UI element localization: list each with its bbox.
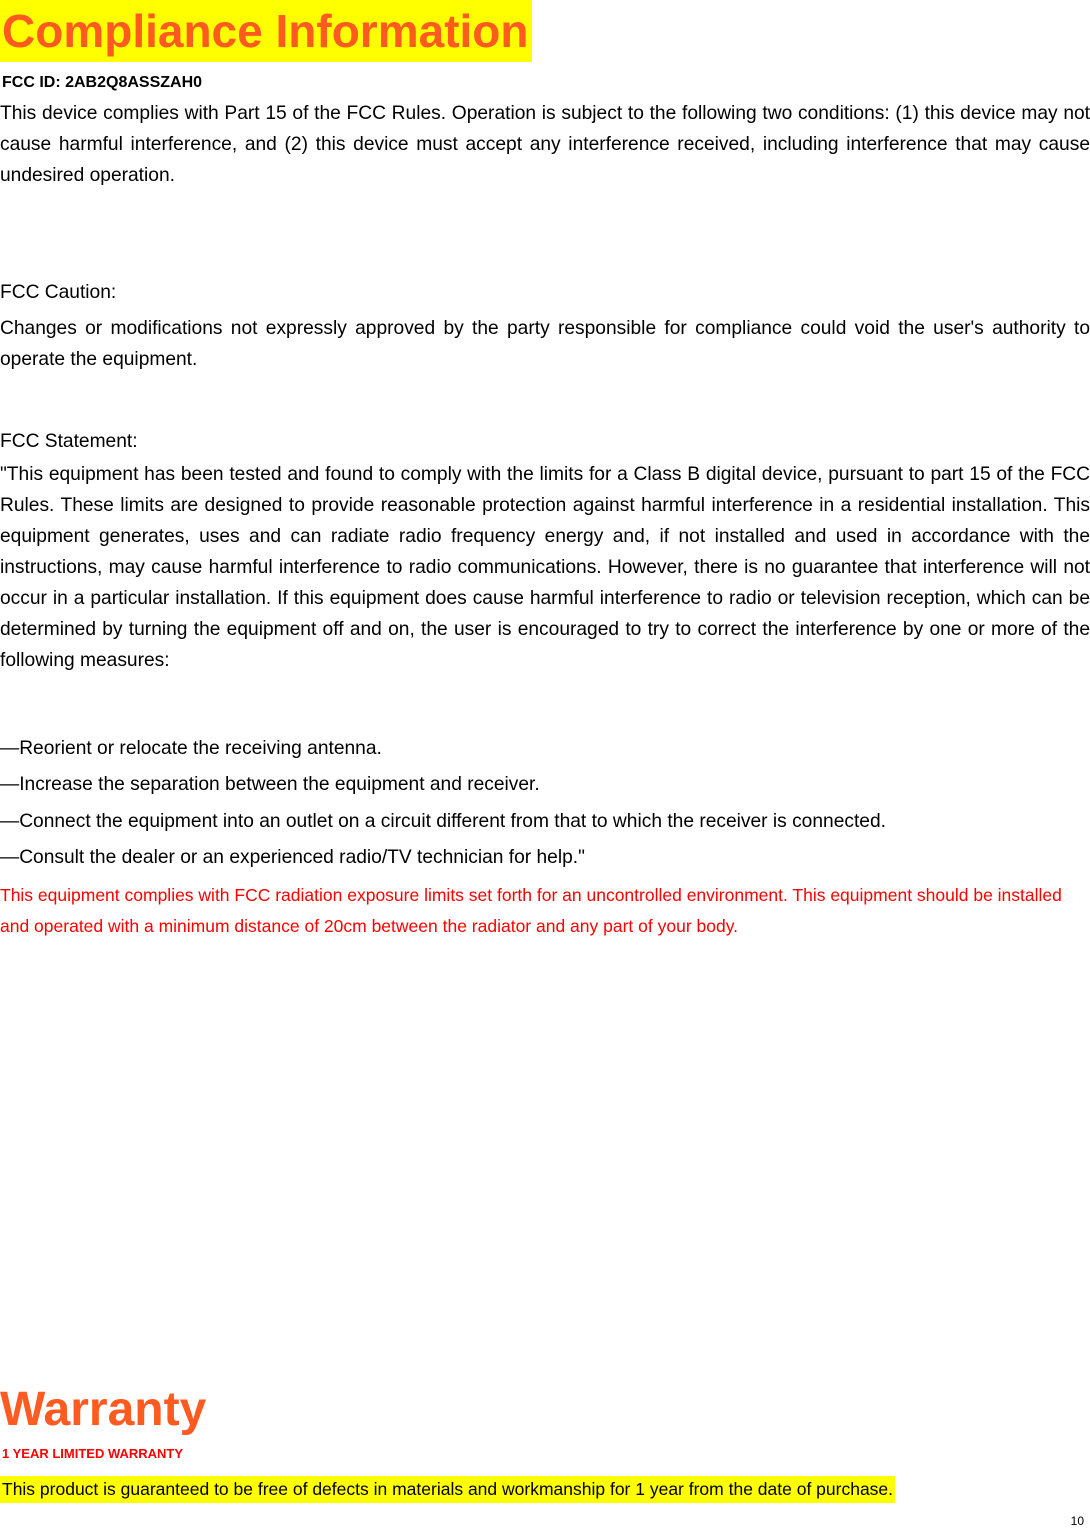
warranty-text: This product is guaranteed to be free of defects in materials and workmanship for 1 year from the date of purchase. [0,1476,895,1503]
fcc-id: FCC ID: 2AB2Q8ASSZAH0 [2,74,203,91]
measure-item: —Reorient or relocate the receiving antenna. [0,738,382,759]
fcc-intro-paragraph: This device complies with Part 15 of the FCC Rules. Operation is subject to the following two conditions: (1) this device may not cause harmful interference, and (2) this device must accept any interference received, including interference that may cause undesired operation. [0,103,1090,186]
measure-item: —Increase the separation between the equipment and receiver. [0,774,540,795]
fcc-caution-heading: FCC Caution: [0,282,117,303]
radiation-exposure-notice: This equipment complies with FCC radiation exposure limits set forth for an uncontrolled environment. This equipment should be installed and operated with a minimum distance of 20cm between the radiator and any part of your body. [0,885,1062,936]
warranty-title: Warranty [0,1383,207,1436]
fcc-statement-heading: FCC Statement: [0,431,138,452]
page-number: 10 [1070,1514,1084,1528]
fcc-caution-paragraph: Changes or modifications not expressly approved by the party responsible for compliance could void the user's authority to operate the equipment. [0,318,1090,370]
measure-item: —Connect the equipment into an outlet on a circuit different from that to which the receiver is connected. [0,811,886,832]
fcc-statement-paragraph: "This equipment has been tested and found to comply with the limits for a Class B digital device, pursuant to part 15 of the FCC Rules. These limits are designed to provide reasonable protection against harmful interference in a residential installation. This equipment generates, uses and can radiate radio frequency energy and, if not installed and used in accordance with the instructions, may cause harmful interference to radio communications. However, there is no guarantee that interference will not occur in a particular installation. If this equipment does cause harmful interference to radio or television reception, which can be determined by turning the equipment off and on, the user is encouraged to try to correct the interference by one or more of the following measures: [0,464,1090,671]
page-title: Compliance Information [0,0,532,62]
warranty-subtitle: 1 YEAR LIMITED WARRANTY [2,1446,184,1461]
measure-item: —Consult the dealer or an experienced radio/TV technician for help." [0,847,585,868]
